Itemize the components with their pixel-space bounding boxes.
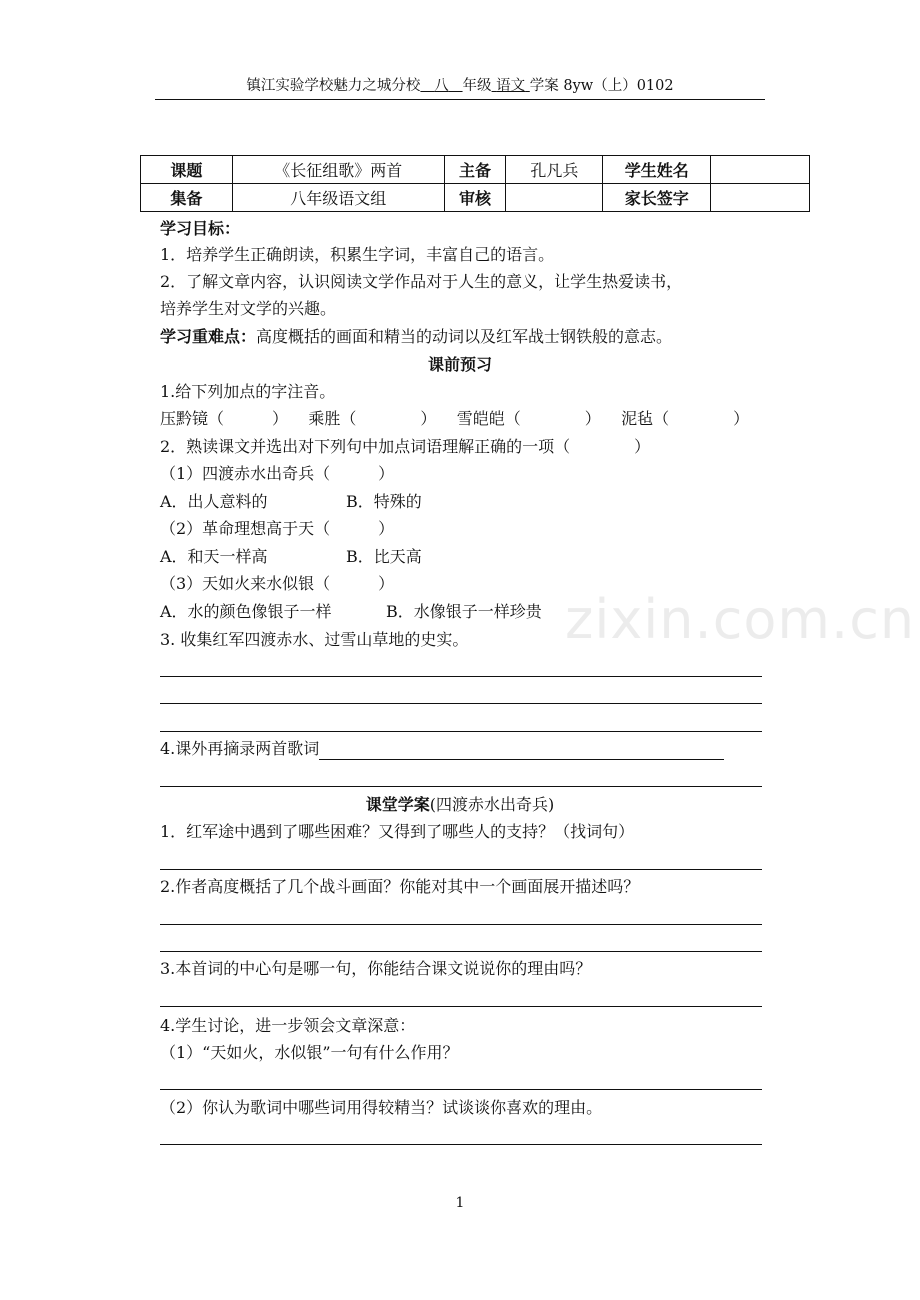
pinyin-item-3[interactable]: 雪皑皑（ ） [456,409,601,428]
label-parent-signature: 家长签字 [603,184,711,212]
value-topic: 《长征组歌》两首 [232,156,444,184]
value-group: 八年级语文组 [232,184,444,212]
preview-q2: 2．熟读课文并选出对下列句中加点词语理解正确的一项（ ） [160,437,651,456]
value-preparer: 孔凡兵 [506,156,603,184]
key-points [160,326,672,348]
grade-suffix: 年级 [462,78,492,94]
preview-q4: 4.课外再摘录两首歌词 [160,738,724,760]
answer-line[interactable] [160,1089,762,1090]
pinyin-item-4[interactable]: 泥毡（ ） [621,409,750,428]
objective-1: 1．培养学生正确朗读，积累生字词，丰富自己的语言。 [160,245,555,264]
answer-line[interactable] [160,869,762,870]
info-table [140,155,810,212]
info-row-2 [141,184,810,212]
label-student-name: 学生姓名 [603,156,711,184]
student-name-field[interactable] [711,156,810,184]
objective-2-cont: 培养学生对文学的兴趣。 [160,299,337,318]
q2-sub3-option-b[interactable]: B．水像银子一样珍贵 [386,602,542,621]
objective-2: 2．了解文章内容，认识阅读文学作品对于人生的意义，让学生热爱读书， [160,272,683,291]
pinyin-row [160,408,749,430]
answer-line[interactable] [160,951,762,952]
answer-line[interactable] [160,731,762,732]
q2-sub3-option-a[interactable]: A．水的颜色像银子一样 [160,602,332,621]
answer-line[interactable] [160,924,762,925]
watermark: zixin.com.cn [565,588,916,651]
preview-q3: 3. 收集红军四渡赤水、过雪山草地的史实。 [160,630,469,649]
objectives-heading: 学习目标： [160,219,241,238]
school-name: 镇江实验学校魅力之城分校 [246,78,421,94]
q2-sub2-option-b[interactable]: B．比天高 [346,547,422,566]
subject-field: 语文 [496,78,526,94]
preview-title: 课前预习 [427,355,492,374]
classroom-q4: 4.学生讨论，进一步领会文章深意： [160,1016,416,1035]
label-preparer: 主备 [444,156,506,184]
page-header [155,75,765,100]
answer-line[interactable] [160,1006,762,1007]
classroom-q4-2: （2）你认为歌词中哪些词用得较精当？试谈谈你喜欢的理由。 [160,1098,603,1117]
classroom-q2: 2.作者高度概括了几个战斗画面？你能对其中一个画面展开描述吗？ [160,877,640,896]
classroom-q4-1: （1）“天如火，水似银”一句有什么作用？ [160,1043,459,1062]
q2-sub1-option-b[interactable]: B．特殊的 [346,492,422,511]
q2-sub3-stem: （3）天如火来水似银（ ） [160,574,395,593]
page-number: 1 [455,1195,465,1211]
classroom-q3: 3.本首词的中心句是哪一句，你能结合课文说说你的理由吗？ [160,959,592,978]
pinyin-item-2[interactable]: 乘胜（ ） [308,409,437,428]
preview-q1: 1.给下列加点的字注音。 [160,382,336,401]
q2-sub2-stem: （2）革命理想高于天（ ） [160,519,395,538]
info-row-1 [141,156,810,184]
key-points-label: 学习重难点： [160,327,257,346]
q2-sub1-stem: （1）四渡赤水出奇兵（ ） [160,464,395,483]
label-group: 集备 [141,184,233,212]
answer-line[interactable] [319,741,724,760]
parent-signature-field[interactable] [711,184,810,212]
q2-sub2-option-a[interactable]: A．和天一样高 [160,547,268,566]
answer-line[interactable] [160,703,762,704]
classroom-title: 课堂学案(四渡赤水出奇兵) [365,795,555,814]
grade-field: 八 [434,78,449,94]
classroom-q1: 1．红军途中遇到了哪些困难？又得到了哪些人的支持？（找词句） [160,822,635,841]
answer-line[interactable] [160,676,762,677]
answer-line[interactable] [160,1144,762,1145]
key-points-text: 高度概括的画面和精当的动词以及红军战士钢铁般的意志。 [256,327,673,346]
q2-sub1-option-a[interactable]: A．出人意料的 [160,492,268,511]
doc-code: 学案 8yw（上）0102 [529,78,674,94]
value-reviewer [506,184,603,212]
label-reviewer: 审核 [444,184,506,212]
pinyin-item-1[interactable]: 压黔镜（ ） [160,409,289,428]
answer-line[interactable] [160,786,762,787]
label-topic: 课题 [141,156,233,184]
